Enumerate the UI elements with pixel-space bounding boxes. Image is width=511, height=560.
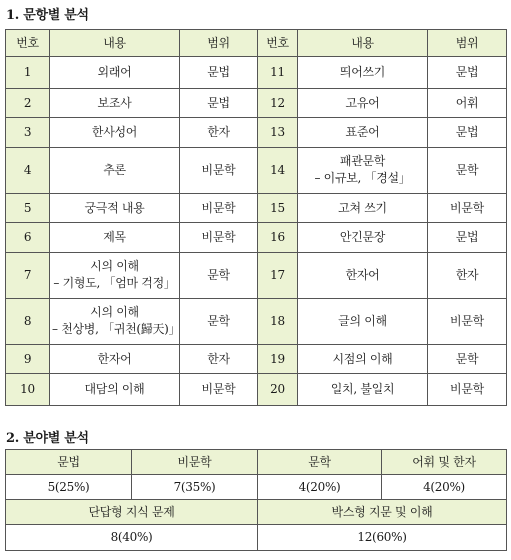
content-line: 제목 (103, 229, 126, 244)
field-value-nonliterature: 7(35%) (132, 475, 258, 500)
item-range: 문법 (180, 57, 258, 89)
header-range: 범위 (428, 30, 507, 57)
content-line: 고유어 (345, 95, 380, 110)
item-range: 문법 (428, 57, 507, 89)
item-number: 19 (258, 345, 298, 374)
table-row (6, 345, 507, 374)
item-content (298, 88, 428, 117)
item-range: 한자 (180, 118, 258, 147)
item-content (298, 223, 428, 252)
content-line: 한자어 (97, 351, 132, 366)
item-range: 비문학 (180, 374, 258, 406)
field-header-literature: 문학 (258, 450, 382, 475)
content-line: 패관문학 (339, 154, 386, 169)
item-range: 비문학 (180, 193, 258, 222)
field-analysis-table (5, 449, 507, 551)
item-range: 비문학 (428, 193, 507, 222)
item-number: 12 (258, 88, 298, 117)
item-range: 문학 (428, 147, 507, 193)
content-line: 고쳐 쓰기 (338, 200, 387, 215)
item-number: 8 (6, 298, 50, 344)
table-row (6, 223, 507, 252)
item-range: 비문학 (428, 374, 507, 406)
item-content (50, 193, 180, 222)
content-line: 글의 이해 (338, 313, 387, 328)
item-number: 18 (258, 298, 298, 344)
table-row (6, 298, 507, 344)
content-line: 보조사 (97, 95, 132, 110)
content-line: 한사성어 (91, 124, 138, 139)
content-line: 띄어쓰기 (339, 65, 386, 80)
table-row (6, 374, 507, 406)
section1-title: 1. 문항별 분석 (6, 8, 89, 23)
content-line: 궁극적 내용 (84, 200, 145, 215)
field-value-grammar: 5(25%) (6, 475, 132, 500)
table-row (6, 57, 507, 89)
item-content (50, 374, 180, 406)
field-value-literature: 4(20%) (258, 475, 382, 500)
item-number: 9 (6, 345, 50, 374)
item-number: 15 (258, 193, 298, 222)
content-line: 시의 이해 (90, 305, 139, 320)
section2-title: 2. 분야별 분석 (6, 431, 89, 446)
item-number: 16 (258, 223, 298, 252)
item-number: 5 (6, 193, 50, 222)
item-content (298, 252, 428, 298)
table-row (6, 193, 507, 222)
content-subline: – 이규보, 「경설」 (314, 171, 411, 186)
table-row (6, 88, 507, 117)
type-header-box-passage: 박스형 지문 및 이해 (258, 500, 507, 525)
content-subline: – 기형도, 「엄마 걱정」 (53, 276, 176, 291)
item-number: 20 (258, 374, 298, 406)
content-line: 일치, 불일치 (330, 382, 395, 397)
header-range: 범위 (180, 30, 258, 57)
item-content (298, 374, 428, 406)
item-range: 비문학 (180, 147, 258, 193)
type-header-row (6, 500, 507, 525)
item-range: 문법 (428, 118, 507, 147)
item-number: 7 (6, 252, 50, 298)
item-number: 2 (6, 88, 50, 117)
field-header-row (6, 450, 507, 475)
field-value-row (6, 475, 507, 500)
content-line: 대담의 이해 (84, 382, 145, 397)
item-content (298, 57, 428, 89)
content-line: 시점의 이해 (332, 351, 393, 366)
item-number: 4 (6, 147, 50, 193)
header-number: 번호 (6, 30, 50, 57)
item-range: 문법 (428, 223, 507, 252)
item-content (50, 223, 180, 252)
item-content (50, 57, 180, 89)
item-range: 문학 (180, 298, 258, 344)
item-analysis-table (5, 29, 507, 406)
item-range: 문학 (180, 252, 258, 298)
item-content (298, 147, 428, 193)
item-content (50, 345, 180, 374)
item-content (50, 298, 180, 344)
item-range: 한자 (180, 345, 258, 374)
table-row (6, 252, 507, 298)
header-content: 내용 (298, 30, 428, 57)
item-range: 한자 (428, 252, 507, 298)
item-content (50, 118, 180, 147)
type-value-box-passage: 12(60%) (258, 525, 507, 551)
item-range: 문법 (180, 88, 258, 117)
content-line: 한자어 (345, 267, 380, 282)
table-row (6, 147, 507, 193)
content-line: 시의 이해 (90, 259, 139, 274)
content-line: 추론 (103, 162, 126, 177)
item-number: 3 (6, 118, 50, 147)
item-content (298, 298, 428, 344)
item-number: 11 (258, 57, 298, 89)
item-number: 10 (6, 374, 50, 406)
type-header-short-answer: 단답형 지식 문제 (6, 500, 258, 525)
item-number: 6 (6, 223, 50, 252)
header-number: 번호 (258, 30, 298, 57)
content-line: 외래어 (97, 65, 132, 80)
item-number: 17 (258, 252, 298, 298)
item-range: 비문학 (428, 298, 507, 344)
table-row (6, 118, 507, 147)
header-content: 내용 (50, 30, 180, 57)
item-range: 문학 (428, 345, 507, 374)
item-content (50, 88, 180, 117)
item-number: 13 (258, 118, 298, 147)
field-header-nonliterature: 비문학 (132, 450, 258, 475)
item-range: 비문학 (180, 223, 258, 252)
item-content (50, 252, 180, 298)
field-header-vocab-hanja: 어휘 및 한자 (382, 450, 507, 475)
type-value-short-answer: 8(40%) (6, 525, 258, 551)
type-value-row (6, 525, 507, 551)
item-range: 어휘 (428, 88, 507, 117)
table-header-row (6, 30, 507, 57)
field-value-vocab-hanja: 4(20%) (382, 475, 507, 500)
item-content (50, 147, 180, 193)
item-content (298, 345, 428, 374)
field-header-grammar: 문법 (6, 450, 132, 475)
content-line: 표준어 (345, 124, 380, 139)
content-subline: – 천상병, 「귀천(歸天)」 (52, 322, 181, 337)
item-content (298, 193, 428, 222)
item-content (298, 118, 428, 147)
item-number: 1 (6, 57, 50, 89)
content-line: 안긴문장 (339, 229, 386, 244)
item-number: 14 (258, 147, 298, 193)
